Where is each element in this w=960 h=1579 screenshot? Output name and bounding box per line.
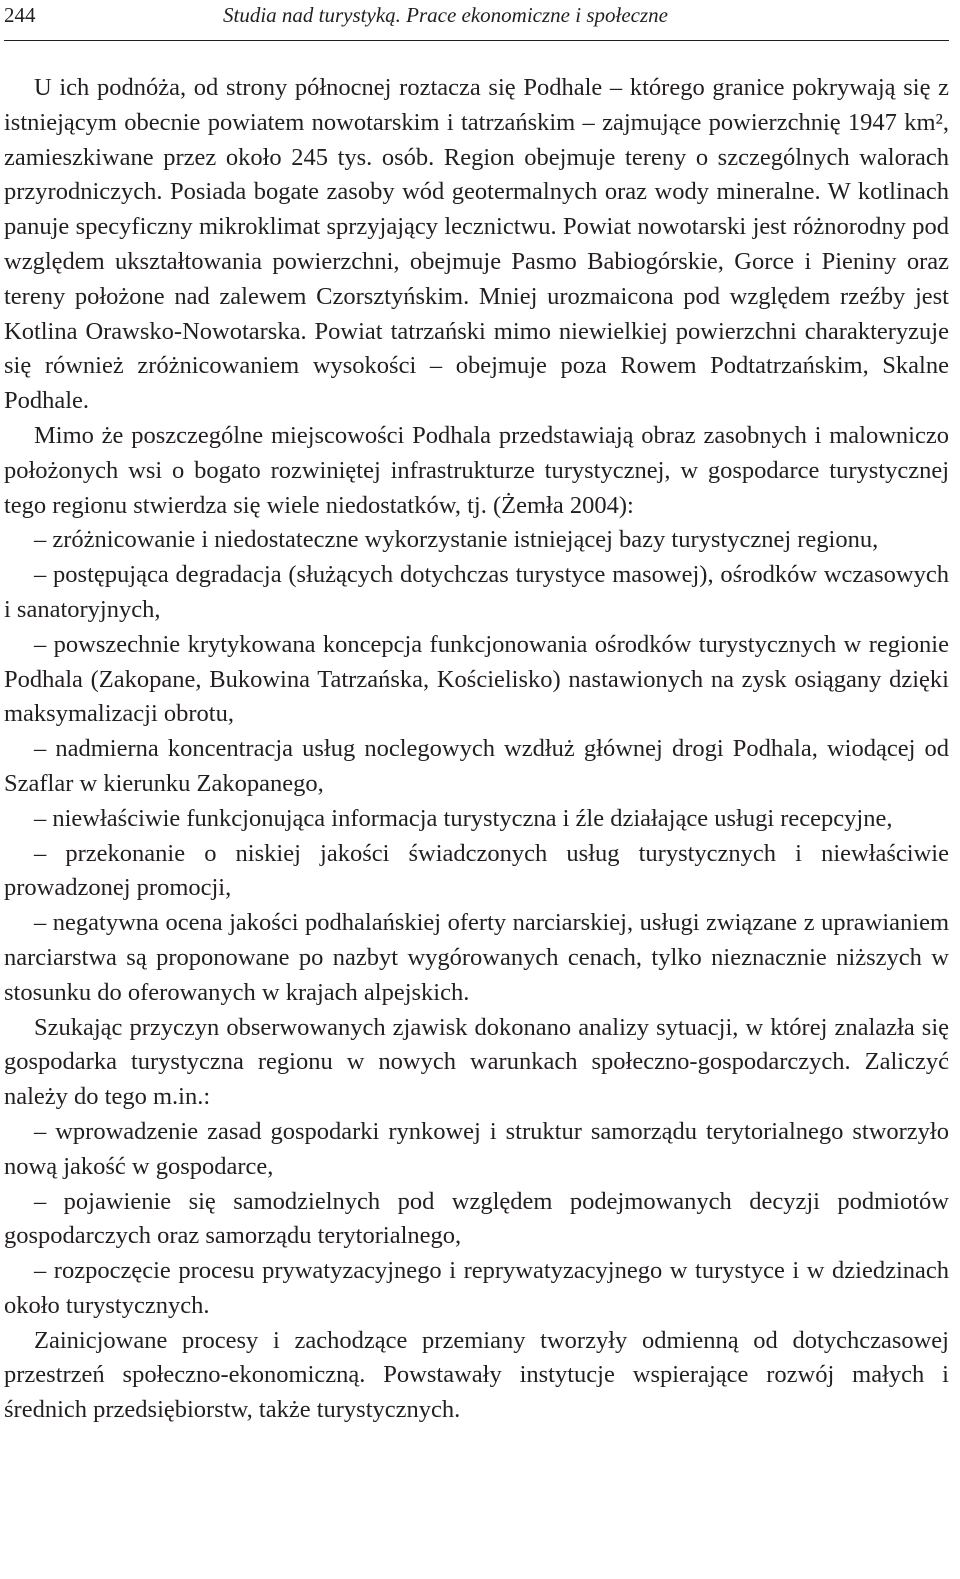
page-number: 244 <box>4 3 36 27</box>
paragraph: U ich podnóża, od strony północnej roztacza się Podhale – którego granice pokrywają się z istniejącym obecnie powiatem nowotarskim i tatrzańskim – zajmujące powierzchnię 1947 km², zamieszkiwane przez około 245 tys. osób. Region obejmuje tereny o szczególnych walorach przyrodniczych. Posiada bogate zasoby wód geotermalnych oraz wody mineralne. W kotlinach panuje specyficzny mikroklimat sprzyjający lecznictwu. Powiat nowotarski jest różnorodny pod względem ukształtowania powierzchni, obejmuje Pasmo Babiogórskie, Gorce i Pieniny oraz tereny położone nad zalewem Czorsztyńskim. Mniej urozmaicona pod względem rzeźby jest Kotlina Orawsko-Nowotarska. Powiat tatrzański mimo niewielkiej powierzchni charakteryzuje się również zróżnicowaniem wysokości – obejmuje poza Rowem Podtatrzańskim, Skalne Podhale. <box>4 74 949 415</box>
list-item: – rozpoczęcie procesu prywatyzacyjnego i reprywatyzacyjnego w turystyce i w dziedzinach około turystycznych. <box>4 1257 949 1319</box>
list-item: – wprowadzenie zasad gospodarki rynkowej i struktur samorządu terytorialnego stworzyło nową jakość w gospodarce, <box>4 1117 949 1180</box>
list-item: – zróżnicowanie i niedostateczne wykorzystanie istniejącej bazy turystycznej regionu, <box>34 526 879 554</box>
paragraph: Mimo że poszczególne miejscowości Podhala przedstawiają obraz zasobnych i malowniczo położonych wsi o bogato rozwiniętej infrastrukturze turystycznej, w gospodarce turystycznej tego regionu stwierdza się wiele niedostatków, tj. (Żemła 2004): <box>4 421 949 519</box>
running-title: Studia nad turystyką. Prace ekonomiczne i społeczne <box>223 3 668 27</box>
list-item: – przekonanie o niskiej jakości świadczonych usług turystycznych i niewłaściwie prowadzonej promocji, <box>4 839 949 902</box>
document-page <box>4 0 949 1428</box>
list-item: – pojawienie się samodzielnych pod względem podejmowanych decyzji podmiotów gospodarczych oraz samorządu terytorialnego, <box>4 1187 949 1250</box>
list-item: – negatywna ocena jakości podhalańskiej oferty narciarskiej, usługi związane z uprawianiem narciarstwa są proponowane po nazbyt wygórowanych cenach, tylko nieznacznie niższych w stosunku do oferowanych w krajach alpejskich. <box>4 909 949 1006</box>
list-item: – nadmierna koncentracja usług noclegowych wzdłuż głównej drogi Podhala, wiodącej od Szaflar w kierunku Zakopanego, <box>4 735 949 797</box>
paragraph: Zainicjowane procesy i zachodzące przemiany tworzyły odmienną od dotychczasowej przestrzeń społeczno-ekonomiczną. Powstawały instytucje wspierające rozwój małych i średnich przedsiębiorstw, także turystycznych. <box>4 1326 949 1424</box>
list-item: – postępująca degradacja (służących dotychczas turystyce masowej), ośrodków wczasowych i sanatoryjnych, <box>4 561 949 623</box>
list-item: – powszechnie krytykowana koncepcja funkcjonowania ośrodków turystycznych w regionie Podhala (Zakopane, Bukowina Tatrzańska, Kościelisko) nastawionych na zysk osiągany dzięki maksymalizacji obrotu, <box>4 630 949 728</box>
paragraph: Szukając przyczyn obserwowanych zjawisk dokonano analizy sytuacji, w której znalazła się gospodarka turystyczna regionu w nowych warunkach społeczno-gospodarczych. Zaliczyć należy do tego m.in.: <box>4 1013 949 1111</box>
page-header <box>4 0 949 41</box>
list-item: – niewłaściwie funkcjonująca informacja turystyczna i źle działające usługi recepcyjne, <box>34 804 893 832</box>
body-text <box>4 71 949 1428</box>
